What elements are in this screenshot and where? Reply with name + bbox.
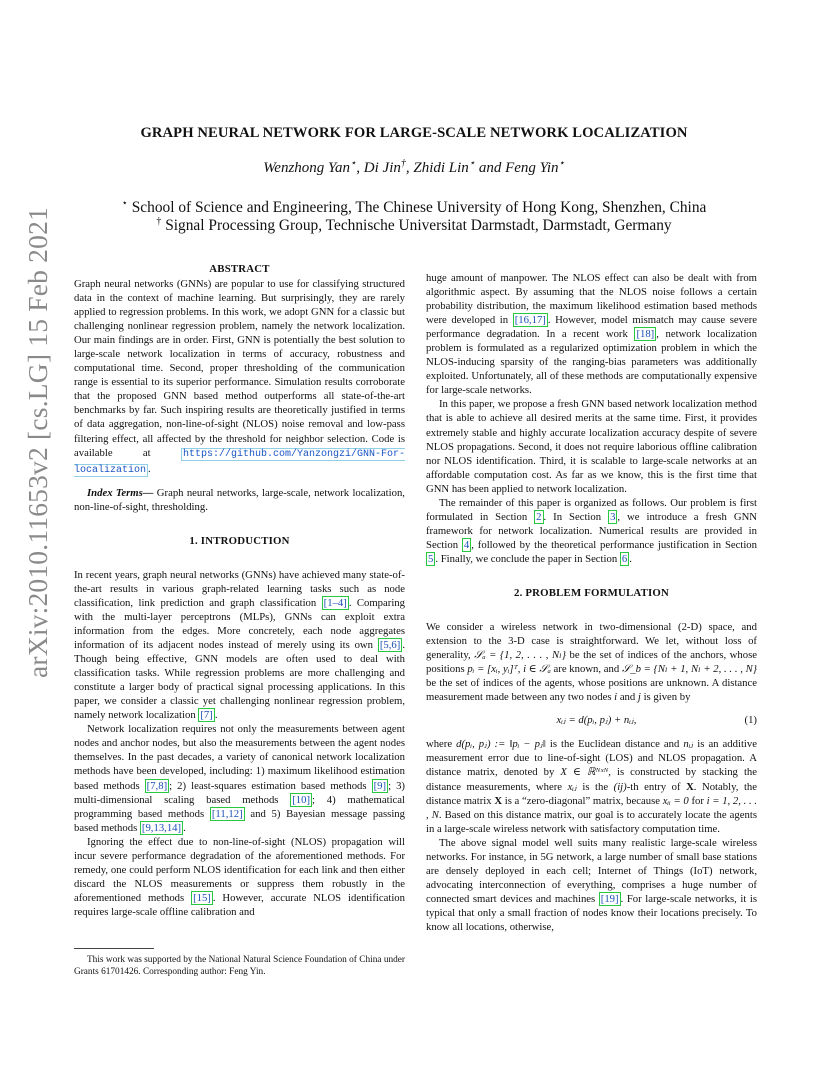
body-text: ; 2) least-squares estimation based methods [169, 779, 372, 792]
citation-link[interactable]: [5,6] [379, 639, 401, 652]
section-link[interactable]: 6 [621, 552, 628, 565]
math-inline: i [614, 691, 618, 704]
body-text: ; 3) multi-dimensional scaling based methods [74, 779, 405, 806]
footnote-rule [74, 948, 154, 949]
affiliation-line [0, 217, 828, 235]
intro-paragraph [74, 568, 405, 723]
formulation-paragraph [426, 836, 757, 934]
affiliation-line [0, 199, 828, 217]
index-terms-text: Graph neural networks, large-scale, network localization, non-line-of-sight, thresholding. [74, 486, 405, 513]
intro-paragraph: In this paper, we propose a fresh GNN based network localization method that is able to achieve all desired merits at the same time. First, it provides extremely stable and highly accurate localization accuracy despite of severe NLOS propagations. Second, it does not require laborious offline calibration nor NLOS identification. Third, it is scalable to large-scale networks at an affordable computation cost. As far as we know, this is the first time that GNN has been applied to network localization. [426, 398, 757, 495]
formulation-paragraph [426, 737, 757, 835]
body-text: is given by [640, 691, 691, 704]
body-text: . Comparing with the multi-layer perceptrons (MLPs), GNNs can exploit extra information from the edges. More concretely, each node aggregates information of its adjacent nodes instead of merely using its own [74, 596, 405, 652]
body-text: . [629, 552, 632, 565]
body-text: and 5) Bayesian message passing based methods [74, 807, 405, 834]
arxiv-identifier-stamp [20, 207, 60, 680]
body-text: . [214, 709, 218, 722]
math-inline: pᵢ = [xᵢ, yᵢ]ᵀ, i ∈ 𝒮ₐ [467, 663, 551, 676]
citation-link[interactable]: [9,13,14] [141, 821, 182, 834]
body-text: be the set of indices of the agents, whose positions are unknown. A distance measurement made between any two nodes [426, 677, 757, 704]
math-inline: 𝒮ₐ = {1, 2, . . . , Nₗ} [474, 649, 566, 662]
body-text: . Though being effective, GNN models are often used to deal with classification tasks. While regression problems are more challenging and constitute a larger body of practical signal processing applications. In this paper, we consider a classic yet challenging nonlinear regression problem, namely network localization [74, 639, 405, 722]
body-text: and [617, 691, 638, 704]
body-text: We consider a wireless network in two-dimensional (2-D) space, and extension to the 3-D case is straightforward. We let, without loss of generality, [426, 621, 757, 662]
body-text: for [688, 794, 707, 807]
section-link[interactable]: 5 [428, 552, 434, 565]
affiliation-mark: ⋆ [121, 197, 128, 209]
author-list [0, 160, 828, 177]
math-inline: xᵢⱼ [567, 780, 577, 793]
body-text: The remainder of this paper is organized as follows. Our problem is first formulated in Section [426, 496, 757, 523]
equation-1 [426, 713, 757, 727]
affiliation-text: School of Science and Engineering, The Chinese University of Hong Kong, Shenzhen, China [127, 199, 707, 216]
intro-paragraph [74, 722, 405, 834]
math-inline: X ∈ ℝᴺˣᴺ [560, 766, 609, 779]
author-name: , Di Jin [356, 160, 401, 176]
citation-link[interactable]: [15] [193, 891, 211, 904]
section-link[interactable]: 3 [610, 510, 616, 523]
section-1-heading: 1. INTRODUCTION [189, 534, 290, 547]
code-repository-link[interactable]: https://github.com/Yanzongzi/GNN-For-localization [74, 448, 405, 476]
citation-link[interactable]: [16,17] [514, 314, 546, 327]
body-text: is the Euclidean distance and [545, 738, 684, 751]
citation-link[interactable]: [7] [200, 709, 213, 722]
body-text: ; 4) mathematical programming based methods [74, 793, 405, 820]
body-text: , followed by the theoretical performance justification in Section [471, 538, 757, 551]
arxiv-identifier-text: arXiv:2010.11653v2 [cs.LG] 15 Feb 2021 [22, 207, 53, 678]
abstract-paragraph [74, 277, 405, 478]
body-text: . However, accurate NLOS identification requires large-scale offline calibration and [74, 891, 405, 918]
body-text: are known, and [550, 663, 622, 676]
body-text: , network localization problem is formulated as a regularized optimization problem in which the NLOS-inducing sparsity of the ranging-bias parameters was additionally exploited. Unfortunately, all of these methods are computationally expensive for large-scale networks. [426, 328, 757, 397]
funding-footnote: This work was supported by the National Natural Science Foundation of China under Grants 61701426. Corresponding author: Feng Yin. [74, 955, 405, 977]
math-inline: nᵢⱼ [683, 738, 694, 751]
intro-paragraph [74, 835, 405, 919]
equation-expression: xᵢⱼ = d(pᵢ, pⱼ) + nᵢⱼ, [556, 714, 637, 727]
equation-number: (1) [744, 714, 757, 727]
citation-link[interactable]: [19] [600, 892, 619, 905]
affiliation-mark: ⋆ [558, 158, 565, 169]
body-text: , is constructed by stacking the distance measurements, where [426, 766, 758, 793]
math-inline: 𝒮_b = {Nₗ + 1, Nₗ + 2, . . . , N} [621, 663, 758, 676]
body-text: In recent years, graph neural networks (GNNs) have achieved many state-of-the-art results in various graph-related learning tasks such as node classification, link prediction and graph classification [74, 568, 405, 609]
author-name: and Feng Yin [475, 160, 559, 176]
body-text: . For large-scale networks, it is typical that only a small fraction of nodes know their locations precisely. To know all locations, otherwise, [426, 892, 757, 933]
body-text: is the [576, 780, 614, 793]
body-text: . Notably, the distance matrix [426, 780, 758, 807]
body-text: . Based on this distance matrix, our goal is to accurately locate the agents in a large-scale wireless network with satisfactory computation time. [426, 808, 757, 835]
math-inline: X [494, 794, 503, 807]
body-text: . However, model mismatch may cause severe performance degradation. In a recent work [426, 314, 758, 341]
intro-paragraph [426, 496, 757, 566]
citation-link[interactable]: [1–4] [323, 596, 347, 609]
math-inline: (ij) [613, 780, 627, 793]
affiliation-text: Signal Processing Group, Technische Universitat Darmstadt, Darmstadt, Germany [161, 217, 672, 234]
affiliation-mark: ⋆ [350, 158, 357, 169]
body-text: . Finally, we conclude the paper in Section [435, 552, 620, 565]
math-inline: xᵢᵢ = 0 [662, 794, 689, 807]
math-inline: j [637, 691, 641, 704]
body-text: Network localization requires not only the measurements between agent nodes and anchor nodes, but also the measurements between the agent nodes themselves. In the past decades, a variety of canonical network localization methods have been developed, including: 1) maximum likelihood estimation based methods [74, 723, 405, 792]
body-text: huge amount of manpower. The NLOS effect can also be dealt with from algorithmic aspect. By assuming that the NLOS noise follows a certain probability distribution, the maximum likelihood estimation based methods were developed in [426, 272, 757, 327]
section-link[interactable]: 2 [536, 510, 542, 523]
abstract-heading: ABSTRACT [209, 263, 270, 275]
affiliation-mark: † [156, 215, 162, 227]
citation-link[interactable]: [10] [292, 793, 311, 806]
body-text: is a “zero-diagonal” matrix, because [502, 794, 663, 807]
left-column [74, 262, 405, 919]
citation-link[interactable]: [11,12] [211, 807, 243, 820]
citation-link[interactable]: [7,8] [146, 779, 168, 792]
body-text: be the set of indices of the anchors, whose positions [426, 649, 757, 676]
author-name: Wenzhong Yan [263, 160, 351, 176]
index-terms [74, 486, 405, 514]
index-terms-label: Index Terms— [87, 486, 154, 499]
citation-link[interactable]: [18] [636, 328, 655, 341]
paper-title: GRAPH NEURAL NETWORK FOR LARGE-SCALE NETWORK LOCALIZATION [140, 125, 688, 141]
math-inline: X [686, 780, 694, 793]
body-text: . [183, 821, 186, 834]
citation-link[interactable]: [9] [373, 779, 387, 792]
author-name: , Zhidi Lin [405, 160, 469, 176]
body-text: Ignoring the effect due to non-line-of-sight (NLOS) propagation will incur severe performance degradation of the aforementioned methods. For remedy, one could perform NLOS identification for each link and then either discard the NLOS measurements or suppress them robustly in the aforementioned methods [74, 835, 405, 904]
body-text: -th entry of [626, 780, 687, 793]
affiliation-mark: † [400, 158, 406, 169]
body-text: The above signal model well suits many realistic large-scale wireless networks. For instance, in 5G network, a large number of small base stations are densely deployed in each cell; Internet of Things (IoT) network, advocating interconnection of everything, comprises a huge number of connected smart devices and machines [426, 836, 757, 905]
right-column [426, 271, 757, 934]
abstract-end: . [148, 462, 151, 475]
body-text: is an additive measurement error due to line-of-sight (LOS) and NLOS propagation. A distance matrix, denoted by [426, 738, 757, 779]
body-text: , we introduce a fresh GNN framework for network localization. Numerical results are provided in Section [426, 510, 757, 551]
math-inline: i = 1, 2, . . . , N [426, 794, 758, 821]
math-inline: d(pᵢ, pⱼ) := ‖pᵢ − pⱼ‖ [456, 738, 546, 751]
intro-paragraph [426, 271, 757, 397]
section-link[interactable]: 4 [463, 538, 470, 551]
body-text: . In Section [543, 510, 609, 523]
affiliation-mark: ⋆ [468, 158, 476, 169]
section-2-heading: 2. PROBLEM FORMULATION [513, 586, 670, 599]
formulation-paragraph [426, 620, 757, 704]
abstract-text: Graph neural networks (GNNs) are popular to use for classifying structured data in the context of machine learning. But surprisingly, they are rarely applied to regression problems. In this work, we adopt GNN for a classic but challenging nonlinear regression problem, namely the network localization. Our main findings are in order. First, GNN is potentially the best solution to large-scale network localization in terms of accuracy, robustness and computational time. Second, proper thresholding of the communication range is essential to its superior performance. Simulation results corroborate that the proposed GNN based method outperforms all state-of-the-art benchmarks by far. Such inspiring results are theoretically justified in terms of data aggregation, non-line-of-sight (NLOS) noise removal and low-pass filtering effect, all affected by the threshold for neighbor selection. Code is available at [74, 278, 405, 459]
body-text: where [426, 738, 457, 751]
